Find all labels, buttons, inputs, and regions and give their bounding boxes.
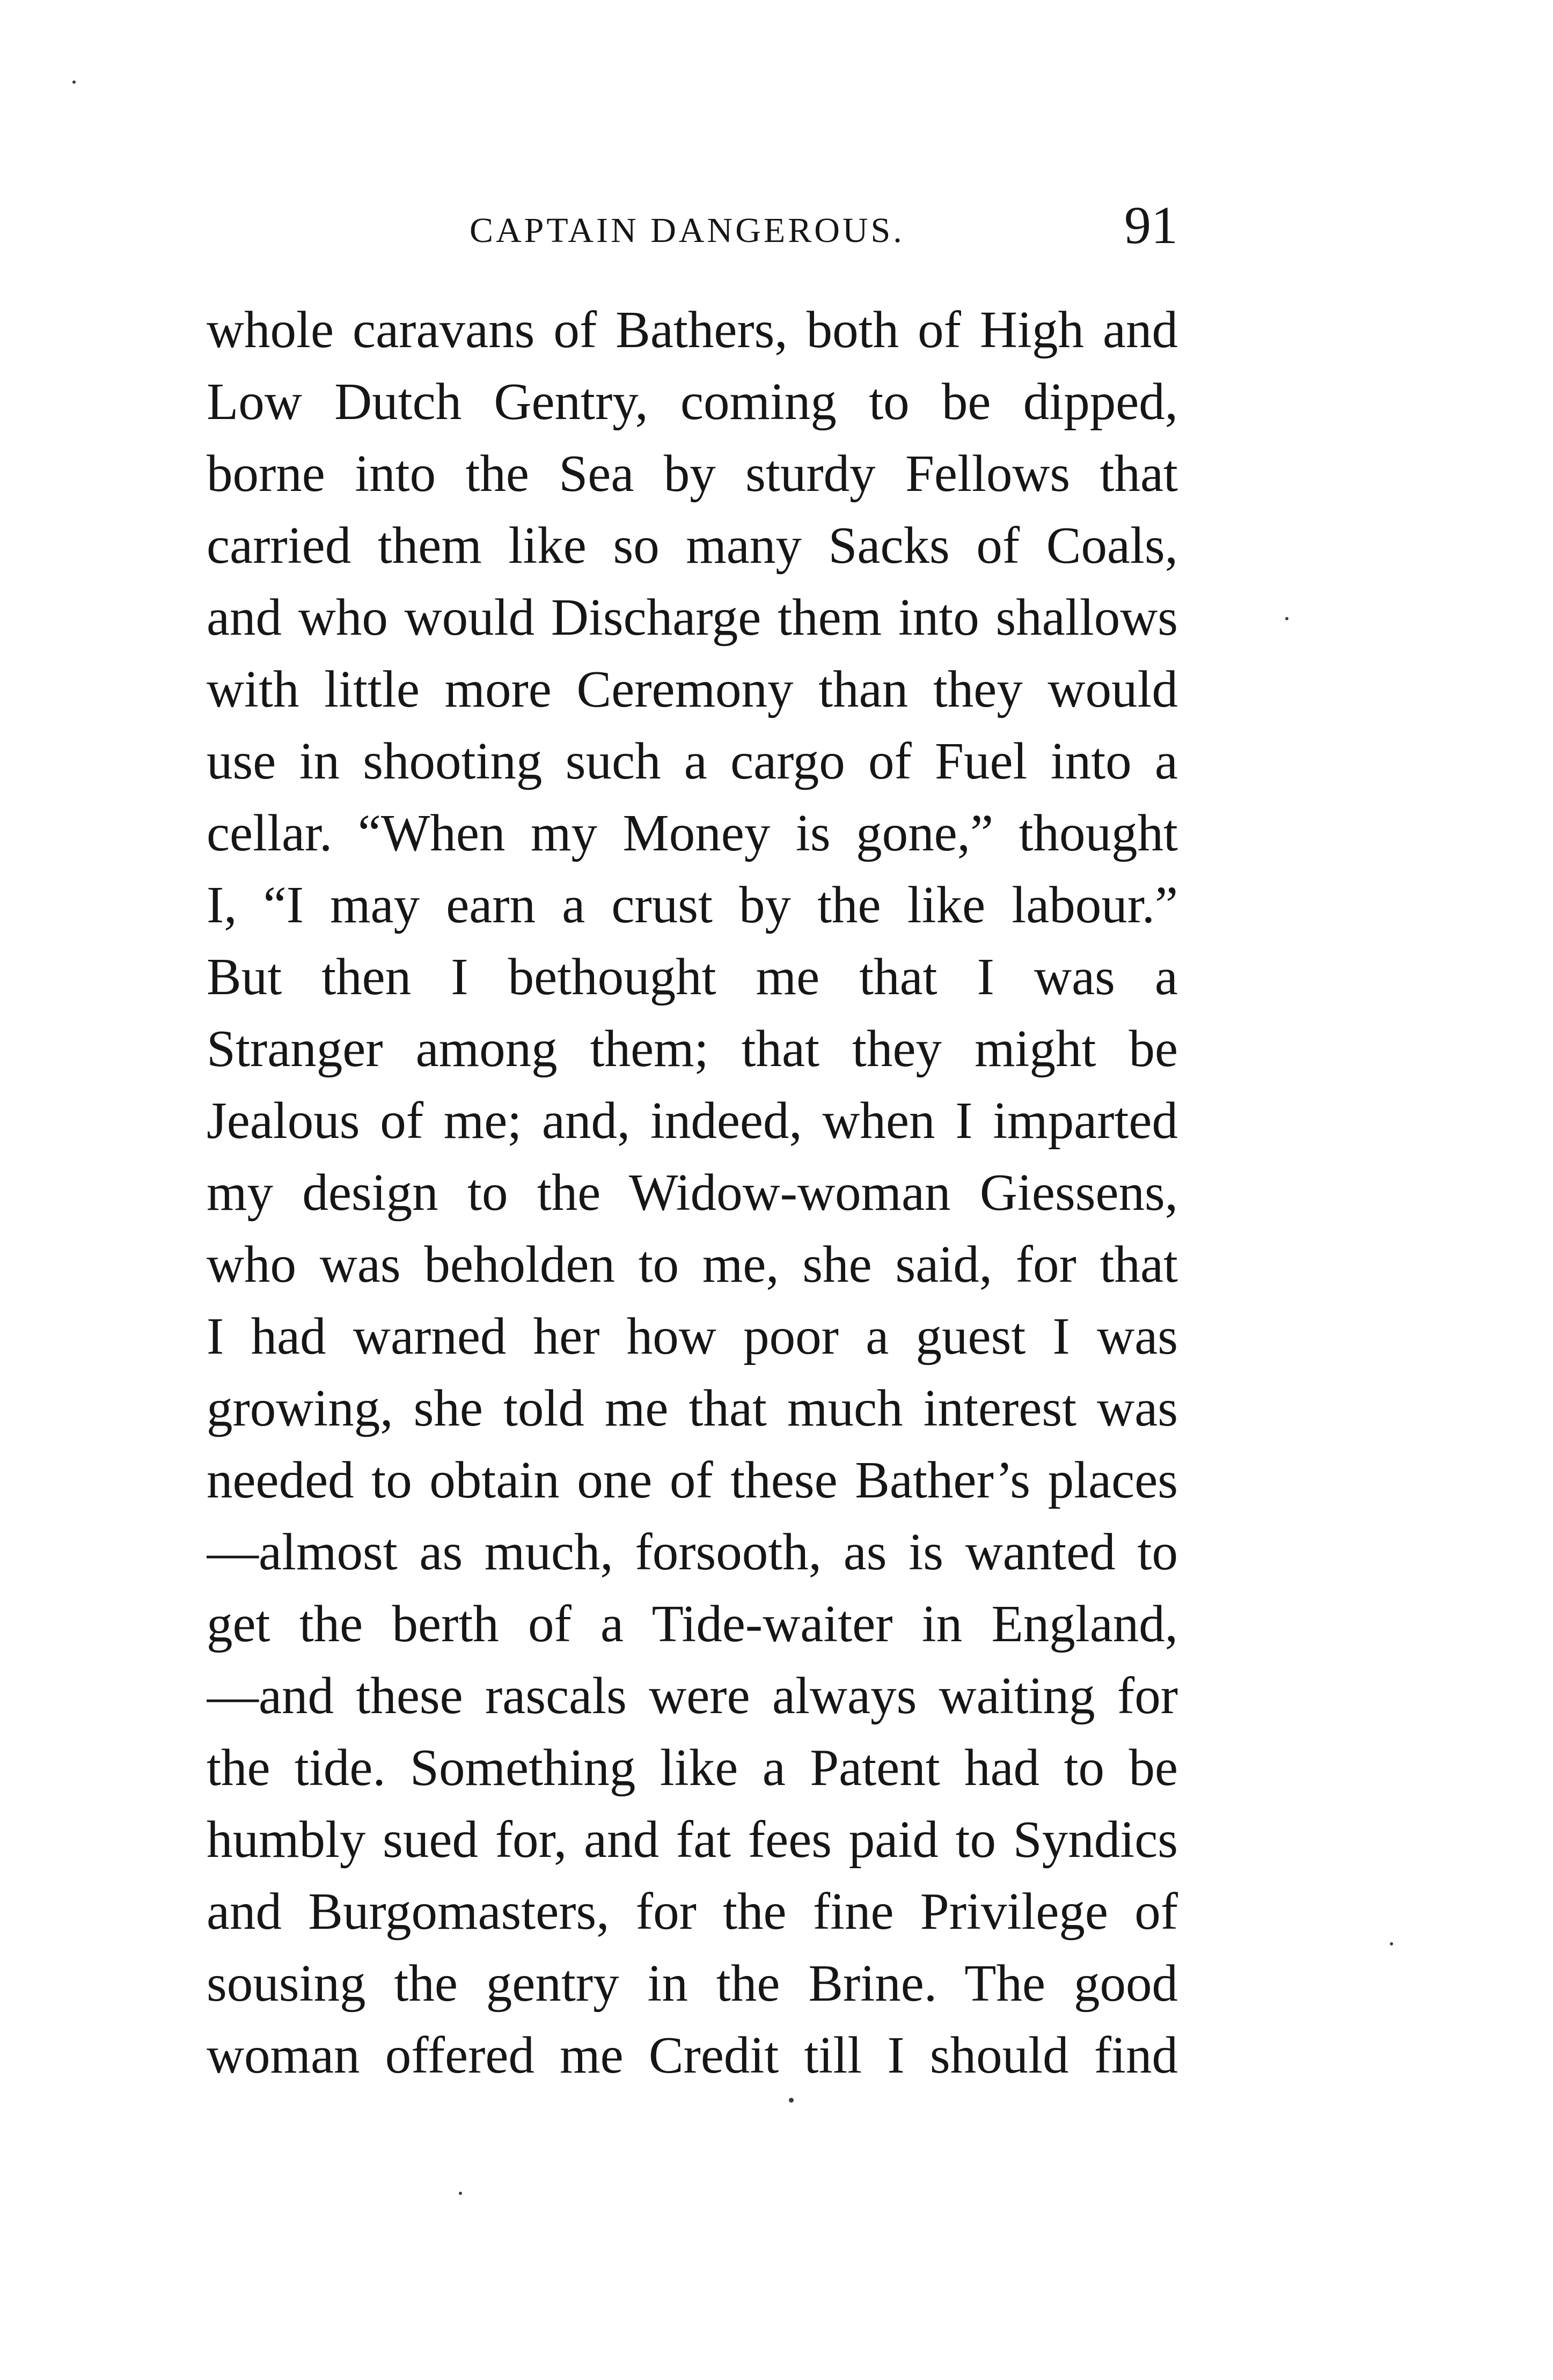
text-line: Stranger among them; that they might be [207, 1020, 1178, 1077]
text-line: borne into the Sea by sturdy Fellows that [207, 445, 1178, 502]
text-line: growing, she told me that much interest was [207, 1379, 1178, 1437]
page-header [207, 195, 1178, 255]
text-line: get the berth of a Tide-waiter in England, [207, 1595, 1178, 1652]
scan-speck [789, 2098, 794, 2103]
text-line: I had warned her how poor a guest I was [207, 1307, 1178, 1365]
text-line: whole caravans of Bathers, both of High and [207, 301, 1178, 358]
text-line: carried them like so many Sacks of Coals, [207, 517, 1178, 574]
text-line: my design to the Widow-woman Giessens, [207, 1164, 1178, 1221]
text-line: humbly sued for, and fat fees paid to Syndics [207, 1811, 1178, 1868]
text-line: with little more Ceremony than they would [207, 660, 1178, 718]
text-line: Jealous of me; and, indeed, when I imparted [207, 1092, 1178, 1149]
text-line: who was beholden to me, she said, for that [207, 1236, 1178, 1293]
scan-speck [459, 2192, 462, 2195]
running-title: CAPTAIN DANGEROUS. [470, 211, 905, 250]
scan-speck [1390, 1942, 1393, 1945]
text-line: But then I bethought me that I was a [207, 948, 1178, 1005]
scan-speck [72, 80, 76, 84]
text-line: —and these rascals were always waiting for [207, 1667, 1178, 1724]
text-line: and Burgomasters, for the fine Privilege of [207, 1883, 1178, 1940]
text-line: cellar. “When my Money is gone,” thought [207, 804, 1178, 862]
text-line: —almost as much, forsooth, as is wanted to [207, 1523, 1178, 1581]
scan-speck [1285, 617, 1288, 620]
text-line: use in shooting such a cargo of Fuel into a [207, 732, 1178, 790]
text-line: the tide. Something like a Patent had to be [207, 1739, 1178, 1796]
text-line: woman offered me Credit till I should find [207, 2026, 1178, 2084]
text-line: and who would Discharge them into shallows [207, 589, 1178, 646]
text-line: sousing the gentry in the Brine. The good [207, 1955, 1178, 2012]
text-line: Low Dutch Gentry, coming to be dipped, [207, 373, 1178, 430]
page-number: 91 [1124, 195, 1178, 255]
body-text [207, 294, 1178, 2091]
text-line: needed to obtain one of these Bather’s places [207, 1451, 1178, 1509]
text-line: I, “I may earn a crust by the like labour.” [207, 876, 1178, 934]
